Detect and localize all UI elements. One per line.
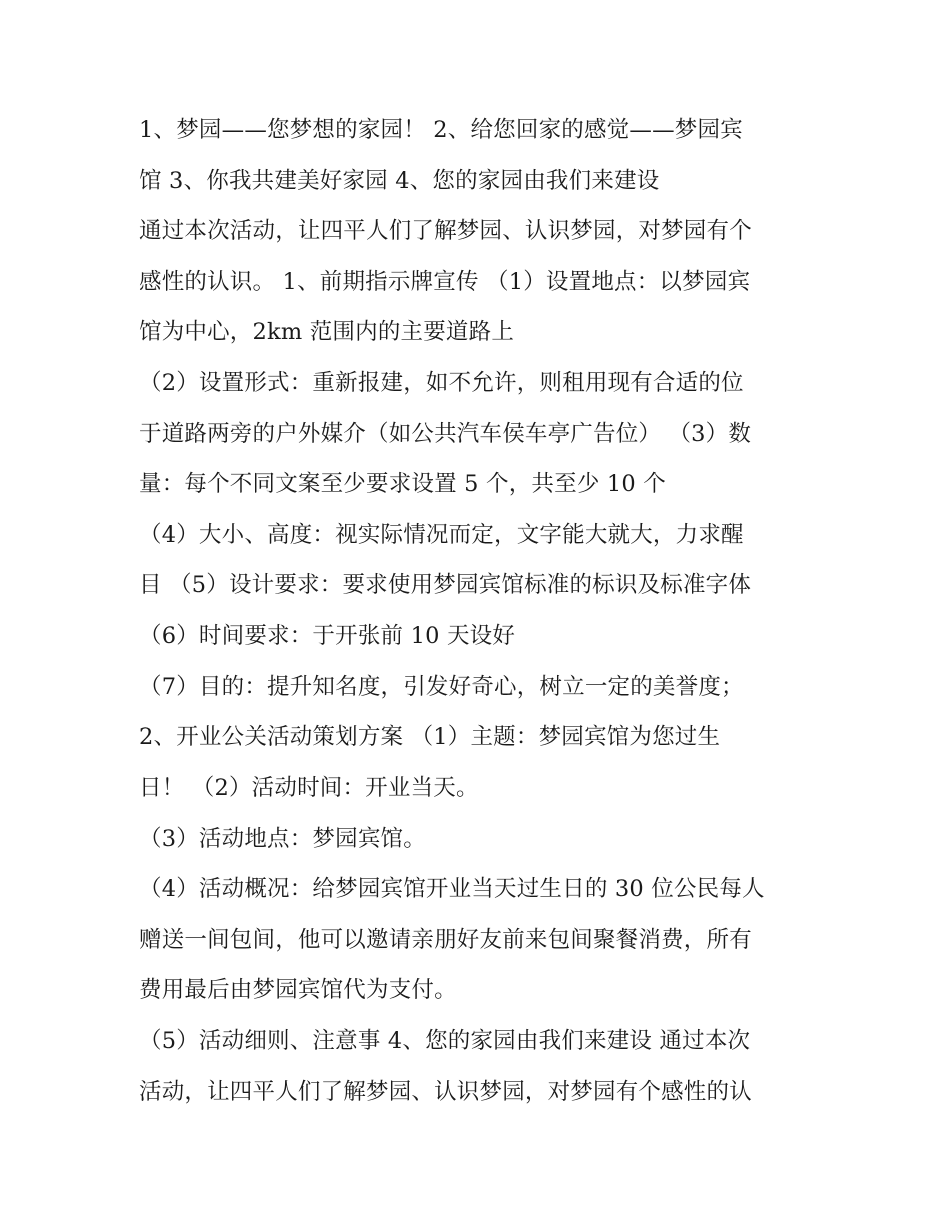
text-line: （3）活动地点：梦园宾馆。	[139, 826, 426, 852]
text-line: （7）目的：提升知名度，引发好奇心，树立一定的美誉度；	[139, 674, 744, 700]
text-line: （6）时间要求：于开张前 10 天设好	[139, 623, 516, 649]
text-line: 通过本次活动，让四平人们了解梦园、认识梦园，对梦园有个	[139, 218, 752, 244]
text-line: 馆 3、你我共建美好家园 4、您的家园由我们来建设	[139, 168, 660, 194]
text-line: 量：每个不同文案至少要求设置 5 个，共至少 10 个	[139, 471, 666, 497]
text-line: （5）活动细则、注意事 4、您的家园由我们来建设 通过本次	[139, 1028, 751, 1054]
text-line: 于道路两旁的户外媒介（如公共汽车侯车亭广告位） （3）数	[139, 421, 752, 447]
text-line: 赠送一间包间，他可以邀请亲朋好友前来包间聚餐消费，所有	[139, 927, 752, 953]
text-line: 费用最后由梦园宾馆代为支付。	[139, 977, 457, 1003]
text-line: 日！ （2）活动时间：开业当天。	[139, 775, 479, 801]
text-line: （2）设置形式：重新报建，如不允许，则租用现有合适的位	[139, 370, 744, 396]
text-line: 感性的认识。 1、前期指示牌宣传 （1）设置地点：以梦园宾	[139, 269, 751, 295]
text-line: （4）大小、高度：视实际情况而定，文字能大就大，力求醒	[139, 522, 744, 548]
text-line: （4）活动概况：给梦园宾馆开业当天过生日的 30 位公民每人	[139, 876, 765, 902]
text-line: 2、开业公关活动策划方案 （1）主题：梦园宾馆为您过生	[139, 724, 721, 750]
text-line: 目 （5）设计要求：要求使用梦园宾馆标准的标识及标准字体	[139, 572, 752, 598]
text-line: 馆为中心，2km 范围内的主要道路上	[139, 319, 515, 345]
text-line: 活动，让四平人们了解梦园、认识梦园，对梦园有个感性的认	[139, 1079, 752, 1105]
text-line: 1、梦园——您梦想的家园！ 2、给您回家的感觉——梦园宾	[139, 117, 743, 143]
